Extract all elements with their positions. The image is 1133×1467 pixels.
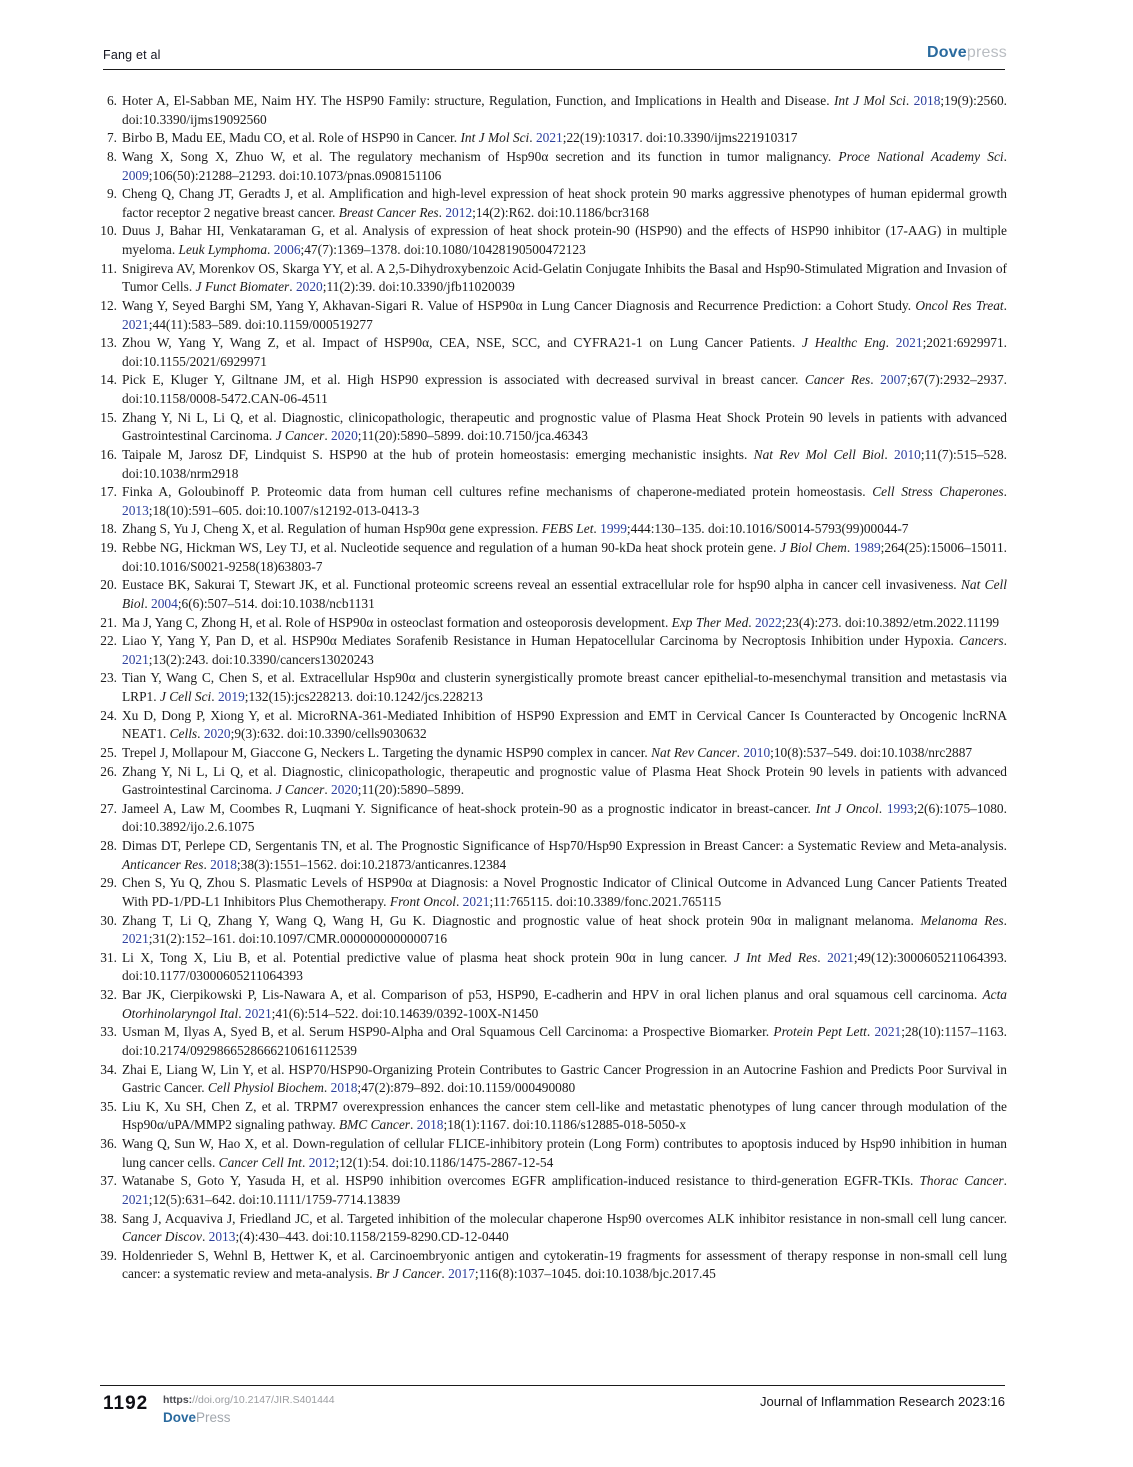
journal-name: Protein Pept Lett	[773, 1024, 867, 1040]
reference-text: Chen S, Yu Q, Zhou S. Plasmatic Levels of HSP90α at Diagnosis: a Novel Prognostic Indicator of Clinical Outcome in Advanced Lung Cancer Patients Treated With PD-1/PD-L1 Inhibitors Plus Chemotherapy.	[122, 875, 1007, 909]
reference-number: 9.	[106, 186, 117, 202]
reference-item	[100, 483, 1007, 520]
reference-item	[100, 520, 1007, 539]
year-link[interactable]: 2021	[462, 893, 490, 909]
reference-text: Zhai E, Liang W, Lin Y, et al. HSP70/HSP90-Organizing Protein Contributes to Gastric Cancer Progression in an Autocrine Fashion and Predicts Poor Survival in Gastric Cancer.	[122, 1061, 1007, 1096]
reference-text: Taipale M, Jarosz DF, Lindquist S. HSP90 at the hub of protein homeostasis: emerging mechanistic insights.	[122, 446, 754, 462]
reference-number: 25.	[100, 744, 117, 760]
year-link[interactable]: 2012	[308, 1154, 336, 1170]
reference-number: 14.	[100, 372, 117, 388]
reference-text: Zhang S, Yu J, Cheng X, et al. Regulation of human Hsp90α gene expression.	[122, 521, 542, 537]
year-link[interactable]: 2021	[535, 130, 563, 146]
reference-text: Trepel J, Mollapour M, Giaccone G, Neckers L. Targeting the dynamic HSP90 complex in cancer.	[122, 744, 652, 760]
reference-text: .	[885, 335, 896, 351]
dovepress-footer-logo	[163, 1410, 335, 1425]
reference-text: Wang Y, Seyed Barghi SM, Yang Y, Akhavan-Sigari R. Value of HSP90α in Lung Cancer Diagnosis and Recurrence Prediction: a Cohort Study.	[122, 297, 916, 313]
reference-text: Liu K, Xu SH, Chen Z, et al. TRPM7 overexpression enhances the cancer stem cell-like and metastatic phenotypes of lung cancer through modulation of the Hsp90α/uPA/MMP2 signaling pathway.	[122, 1098, 1007, 1133]
reference-text: ;12(1):54. doi:10.1186/1475-2867-12-54	[335, 1154, 554, 1170]
footer-divider	[100, 1385, 1005, 1386]
reference-number: 19.	[100, 540, 117, 555]
reference-number: 37.	[100, 1173, 117, 1189]
journal-name: J Cancer	[275, 782, 325, 798]
year-link[interactable]: 2020	[331, 428, 358, 444]
reference-text: .	[197, 726, 204, 742]
reference-item	[100, 222, 1007, 259]
journal-name: Acta Otorhinolaryngol Ital	[122, 987, 1007, 1021]
reference-text: Finka A, Goloubinoff P. Proteomic data from human cell cultures refine mechanisms of chaperone-mediated protein homeostasis.	[122, 484, 873, 500]
year-link[interactable]: 2010	[743, 744, 771, 760]
reference-number: 12.	[100, 297, 117, 313]
reference-text: ;106(50):21288–21293. doi:10.1073/pnas.0908151106	[148, 167, 442, 183]
reference-text: ;6(6):507–514. doi:10.1038/ncb1131	[177, 595, 375, 611]
year-link[interactable]: 2018	[330, 1080, 358, 1096]
journal-name: Nat Rev Cancer	[651, 744, 737, 760]
year-link[interactable]: 2006	[273, 242, 301, 257]
year-link[interactable]: 2021	[895, 335, 923, 351]
reference-number: 21.	[100, 614, 117, 630]
reference-text: .	[203, 856, 211, 872]
reference-text: Sang J, Acquaviva J, Friedland JC, et al. Targeted inhibition of the molecular chaperone Hsp90 overcomes ALK inhibitor resistance in non-small cell lung cancer.	[122, 1210, 1007, 1226]
reference-item	[100, 837, 1007, 874]
journal-name: Exp Ther Med	[671, 614, 749, 630]
reference-text: ;264(25):15006–15011. doi:10.1016/S0021-9258(18)63803-7	[122, 540, 1007, 574]
reference-item	[100, 409, 1007, 446]
references-list	[100, 92, 1008, 1284]
reference-number: 22.	[100, 633, 117, 649]
reference-text: ;31(2):152–161. doi:10.1097/CMR.0000000000000716	[148, 931, 448, 947]
reference-number: 13.	[100, 335, 117, 351]
reference-number: 38.	[100, 1210, 117, 1226]
reference-item	[100, 1247, 1007, 1284]
reference-text: Pick E, Kluger Y, Giltnane JM, et al. High HSP90 expression is associated with decreased survival in breast cancer.	[122, 372, 805, 388]
reference-number: 32.	[100, 987, 117, 1002]
reference-item	[100, 446, 1007, 483]
journal-name: Cancers	[959, 633, 1004, 649]
reference-number: 7.	[106, 130, 117, 146]
reference-text: ;18(10):591–605. doi:10.1007/s12192-013-0413-3	[148, 502, 420, 518]
reference-text: .	[410, 1117, 417, 1133]
year-link[interactable]: 2018	[210, 856, 237, 872]
page-number: 1192	[103, 1393, 149, 1414]
journal-name: Br J Cancer	[375, 1266, 442, 1282]
reference-item	[100, 763, 1007, 800]
reference-number: 33.	[100, 1024, 117, 1040]
reference-text: .	[211, 689, 218, 704]
reference-text: Zhou W, Yang Y, Wang Z, et al. Impact of HSP90α, CEA, NSE, SCC, and CYFRA21-1 on Lung Cancer Patients.	[122, 335, 803, 351]
year-link[interactable]: 2021	[874, 1024, 902, 1040]
dovepress-logo	[927, 44, 1007, 62]
reference-item	[100, 1172, 1007, 1209]
reference-number: 11.	[100, 260, 117, 276]
reference-item	[103, 148, 1007, 185]
reference-text: Watanabe S, Goto Y, Yasuda H, et al. HSP90 inhibition overcomes EGFR amplification-induced resistance to third-generation EGFR-TKIs.	[122, 1173, 920, 1189]
year-link[interactable]: 2018	[416, 1117, 444, 1133]
reference-number: 24.	[100, 707, 117, 723]
reference-number: 6.	[106, 93, 117, 108]
reference-text: ;11(2):39. doi:10.3390/jfb11020039	[322, 279, 515, 295]
year-link[interactable]: 2012	[445, 204, 473, 220]
dovepress-logo-bold: Dove	[926, 44, 967, 61]
reference-text: ;19(9):2560. doi:10.3390/ijms19092560	[122, 93, 1007, 127]
reference-item	[100, 912, 1007, 949]
journal-name: Cancer Cell Int	[218, 1154, 302, 1170]
reference-text: .	[1003, 484, 1007, 500]
reference-item	[100, 669, 1007, 706]
reference-text: ;2021:6929971. doi:10.1155/2021/6929971	[122, 335, 1007, 369]
reference-item	[100, 297, 1007, 334]
journal-name: Leuk Lymphoma	[178, 242, 268, 257]
reference-text: .	[438, 204, 446, 220]
reference-text: Zhang Y, Ni L, Li Q, et al. Diagnostic, clinicopathologic, therapeutic and prognostic value of Plasma Heat Shock Protein 90 levels in patients with advanced Gastrointestinal Carcinoma.	[122, 409, 1007, 444]
reference-number: 8.	[106, 148, 117, 164]
reference-text: .	[144, 595, 152, 611]
reference-text: Bar JK, Cierpikowski P, Lis-Nawara A, et al. Comparison of p53, HSP90, E-cadherin and HPV in oral lichen planus and oral squamous cell carcinoma.	[122, 987, 983, 1002]
reference-text: ;22(19):10317. doi:10.3390/ijms221910317	[562, 130, 798, 146]
reference-text: .	[593, 521, 601, 537]
reference-text: Hoter A, El-Sabban ME, Naim HY. The HSP90 Family: structure, Regulation, Function, and Implications in Health and Disease.	[122, 93, 834, 108]
year-link[interactable]: 2021	[122, 931, 149, 947]
reference-text: Holdenrieder S, Wehnl B, Hettwer K, et al. Carcinoembryonic antigen and cytokeratin-19 fragments for assessment of therapy response in non-small cell lung cancer: a systematic review and meta-analysis.	[122, 1247, 1007, 1282]
reference-text: .	[324, 782, 332, 798]
year-link[interactable]: 2020	[203, 726, 231, 742]
journal-name: J Biol Chem	[779, 540, 847, 555]
year-link[interactable]: 2021	[827, 949, 854, 965]
journal-name: Thorac Cancer	[919, 1173, 1004, 1189]
reference-item	[100, 986, 1007, 1023]
year-link[interactable]: 2020	[295, 279, 323, 295]
journal-name: Nat Cell Biol	[122, 577, 1007, 611]
reference-item	[100, 744, 1007, 763]
reference-number: 29.	[100, 875, 117, 891]
reference-text: Li X, Tong X, Liu B, et al. Potential predictive value of plasma heat shock protein 90α in lung cancer.	[122, 949, 734, 965]
reference-text: ;44(11):583–589. doi:10.1159/000519277	[148, 316, 373, 332]
reference-text: ;49(12):3000605211064393. doi:10.1177/03000605211064393	[122, 949, 1008, 984]
reference-item	[100, 1210, 1007, 1247]
journal-name: J Cell Sci	[159, 689, 212, 704]
reference-text: Tian Y, Wang C, Chen S, et al. Extracellular Hsp90α and clusterin synergistically promote breast cancer epithelial-to-mesenchymal transition and metastasis via LRP1.	[122, 670, 1007, 704]
dovepress-logo-light: press	[966, 44, 1007, 61]
reference-text: .	[1003, 148, 1007, 164]
reference-text: ;23(4):273. doi:10.3892/etm.2022.11199	[781, 614, 1000, 630]
reference-text: .	[878, 800, 887, 816]
year-link[interactable]: 2018	[913, 93, 941, 108]
reference-text: .	[884, 446, 895, 462]
year-link[interactable]: 2017	[448, 1266, 475, 1282]
reference-item	[100, 334, 1007, 371]
journal-name: Nat Rev Mol Cell Biol	[753, 446, 885, 462]
journal-name: Front Oncol	[389, 893, 456, 909]
reference-text: ;444:130–135. doi:10.1016/S0014-5793(99)00044-7	[626, 521, 909, 537]
reference-text: Cheng Q, Chang JT, Geradts J, et al. Amplification and high-level expression of heat shock protein 90 marks aggressive phenotypes of human epidermal growth factor receptor 2 negative breast cancer.	[122, 186, 1007, 220]
reference-number: 31.	[100, 949, 117, 965]
reference-number: 15.	[100, 409, 117, 425]
year-link[interactable]: 1989	[853, 540, 881, 555]
year-link[interactable]: 2020	[331, 782, 358, 798]
reference-text: .	[817, 949, 828, 965]
journal-name: Cells	[169, 726, 198, 742]
year-link[interactable]: 1999	[600, 521, 627, 537]
reference-text: .	[455, 893, 463, 909]
journal-name: Cell Stress Chaperones	[872, 484, 1004, 500]
reference-text: Eustace BK, Sakurai T, Stewart JK, et al. Functional proteomic screens reveal an essential extracellular role for hsp90 alpha in cancer cell invasiveness.	[122, 577, 961, 593]
year-link[interactable]: 2007	[880, 372, 907, 388]
reference-text: Usman M, Ilyas A, Syed B, et al. Serum HSP90-Alpha and Oral Squamous Cell Carcinoma: a Prospective Biomarker.	[122, 1024, 774, 1040]
reference-text: ;11(7):515–528. doi:10.1038/nrm2918	[122, 446, 1007, 481]
reference-number: 34.	[100, 1061, 117, 1077]
reference-text: .	[267, 242, 274, 257]
reference-text: .	[846, 540, 854, 555]
reference-text: Xu D, Dong P, Xiong Y, et al. MicroRNA-361-Mediated Inhibition of HSP90 Expression and EMT in Cervical Cancer Is Counteracted by Oncogenic lncRNA NEAT1.	[122, 707, 1007, 742]
reference-number: 18.	[100, 521, 117, 537]
year-link[interactable]: 1993	[886, 800, 914, 816]
reference-item	[100, 1023, 1008, 1060]
reference-text: ;67(7):2932–2937. doi:10.1158/0008-5472.CAN-06-4511	[122, 372, 1008, 406]
reference-text: ;18(1):1167. doi:10.1186/s12885-018-5050-x	[443, 1117, 687, 1133]
page-header	[103, 44, 1007, 62]
year-link[interactable]: 2004	[151, 595, 178, 611]
reference-item	[100, 632, 1007, 669]
journal-name: Anticancer Res	[122, 856, 204, 872]
dovepress-footer-light: Press	[196, 1410, 231, 1425]
running-head: Fang et al	[103, 48, 161, 62]
journal-name: Cell Physiol Biochem	[207, 1080, 324, 1096]
reference-number: 28.	[100, 838, 117, 853]
reference-text: .	[1003, 1173, 1007, 1189]
reference-number: 20.	[100, 577, 117, 593]
journal-name: Int J Oncol	[815, 800, 879, 816]
reference-text: Wang X, Song X, Zhuo W, et al. The regulatory mechanism of Hsp90α secretion and its function in tumor malignancy.	[122, 148, 839, 164]
reference-item	[100, 371, 1008, 408]
reference-text: ;11(20):5890–5899.	[357, 782, 465, 798]
journal-name: Proce National Academy Sci	[838, 148, 1004, 164]
reference-text: .	[736, 744, 744, 760]
reference-item	[100, 260, 1007, 297]
year-link[interactable]: 2021	[244, 1005, 272, 1021]
reference-item	[100, 576, 1007, 613]
reference-number: 17.	[100, 484, 117, 500]
reference-number: 23.	[100, 670, 117, 686]
journal-name: J Cancer	[275, 428, 325, 444]
journal-name: Int J Mol Sci	[460, 130, 530, 146]
year-link[interactable]: 2021	[122, 651, 149, 667]
reference-text: ;47(7):1369–1378. doi:10.1080/10428190500472123	[300, 242, 586, 257]
reference-text: .	[289, 279, 296, 295]
header-divider	[103, 69, 1005, 70]
journal-name: J Int Med Res	[733, 949, 818, 965]
journal-name: J Funct Biomater	[195, 279, 290, 295]
reference-text: ;12(5):631–642. doi:10.1111/1759-7714.13839	[148, 1191, 401, 1207]
year-link[interactable]: 2013	[208, 1229, 236, 1245]
reference-number: 30.	[100, 912, 117, 928]
reference-item	[103, 92, 1007, 129]
reference-item	[100, 800, 1007, 837]
reference-text: Ma J, Yang C, Zhong H, et al. Role of HSP90α in osteoclast formation and osteoporosis development.	[122, 614, 672, 630]
reference-text: .	[1003, 297, 1007, 313]
journal-name: Melanoma Res	[920, 912, 1004, 928]
journal-name: Oncol Res Treat	[915, 297, 1004, 313]
reference-text: ;47(2):879–892. doi:10.1159/000490080	[357, 1080, 576, 1096]
reference-text: ;38(3):1551–1562. doi:10.21873/anticanres.12384	[236, 856, 507, 872]
reference-text: .	[905, 93, 914, 108]
reference-text: .	[324, 428, 332, 444]
reference-text: ;41(6):514–522. doi:10.14639/0392-100X-N1450	[271, 1005, 539, 1021]
year-link[interactable]: 2013	[122, 502, 149, 518]
reference-text: Wang Q, Sun W, Hao X, et al. Down-regulation of cellular FLICE-inhibitory protein (Long Form) contributes to apoptosis induced by Hsp90 inhibition in human lung cancer cells.	[122, 1136, 1007, 1170]
reference-text: .	[1003, 633, 1007, 649]
reference-item	[103, 185, 1007, 222]
reference-number: 36.	[100, 1136, 117, 1151]
year-link[interactable]: 2010	[894, 446, 921, 462]
journal-name: J Healthc Eng	[802, 335, 886, 351]
reference-text: ;132(15):jcs228213. doi:10.1242/jcs.228213	[244, 689, 483, 704]
reference-text: ;9(3):632. doi:10.3390/cells9030632	[230, 726, 427, 742]
reference-text: Snigireva AV, Morenkov OS, Skarga YY, et al. A 2,5-Dihydroxybenzoic Acid-Gelatin Conjugate Inhibits the Basal and Hsp90-Stimulated Migration and Invasion of Tumor Cells.	[122, 260, 1007, 295]
reference-text: ;10(8):537–549. doi:10.1038/nrc2887	[770, 744, 973, 760]
reference-text: Duus J, Bahar HI, Venkataraman G, et al. Analysis of expression of heat shock protein-90 (HSP90) and the effects of HSP90 inhibitor (17-AAG) in multiple myeloma.	[122, 223, 1007, 257]
reference-text: Jameel A, Law M, Coombes R, Luqmani Y. Significance of heat-shock protein-90 as a prognostic indicator in breast-cancer.	[122, 800, 816, 816]
reference-text: ;14(2):R62. doi:10.1186/bcr3168	[472, 204, 650, 220]
reference-text: .	[866, 1024, 875, 1040]
journal-name: FEBS Let	[541, 521, 594, 537]
reference-text: .	[870, 372, 881, 388]
journal-citation: Journal of Inflammation Research 2023:16	[760, 1394, 1005, 1409]
reference-text: Rebbe NG, Hickman WS, Ley TJ, et al. Nucleotide sequence and regulation of a human 90-kDa heat shock protein gene.	[122, 540, 780, 555]
reference-text: Birbo B, Madu EE, Madu CO, et al. Role of HSP90 in Cancer.	[122, 130, 461, 146]
reference-item	[100, 1098, 1007, 1135]
year-link[interactable]: 2021	[122, 316, 149, 332]
journal-name: BMC Cancer	[338, 1117, 410, 1133]
reference-text: .	[323, 1080, 331, 1096]
reference-number: 39.	[100, 1247, 117, 1263]
reference-item	[100, 1135, 1007, 1172]
reference-item	[100, 614, 1007, 633]
reference-text: .	[748, 614, 755, 630]
reference-text: ;28(10):1157–1163. doi:10.2174/0929866528666210616112539	[122, 1024, 1008, 1058]
reference-number: 10.	[100, 223, 117, 239]
year-link[interactable]: 2009	[122, 167, 149, 183]
reference-number: 26.	[100, 763, 117, 779]
doi-block	[163, 1394, 335, 1425]
reference-text: .	[529, 130, 536, 146]
journal-name: Cancer Discov	[122, 1229, 202, 1245]
reference-text: .	[441, 1266, 449, 1282]
year-link[interactable]: 2021	[122, 1191, 149, 1207]
journal-name: Int J Mol Sci	[833, 93, 906, 108]
year-link[interactable]: 2022	[754, 614, 782, 630]
reference-item	[100, 1061, 1007, 1098]
reference-item	[100, 874, 1007, 911]
reference-text: .	[1003, 912, 1007, 928]
reference-text: Dimas DT, Perlepe CD, Sergentanis TN, et al. The Prognostic Significance of Hsp70/Hsp90 Expression in Breast Cancer: a Systematic Review and Meta-analysis.	[122, 838, 1007, 853]
doi-path: //doi.org/10.2147/JIR.S401444	[192, 1394, 335, 1406]
reference-text: ;11:765115. doi:10.3389/fonc.2021.765115	[489, 893, 722, 909]
journal-name: Cancer Res	[804, 372, 871, 388]
doi-scheme: https:	[163, 1394, 193, 1406]
year-link[interactable]: 2019	[217, 689, 245, 704]
reference-item	[100, 539, 1007, 576]
dovepress-footer-bold: Dove	[163, 1410, 197, 1425]
reference-number: 16.	[100, 446, 117, 462]
reference-number: 27.	[100, 800, 117, 816]
reference-text: .	[238, 1005, 245, 1021]
reference-text: Liao Y, Yang Y, Pan D, et al. HSP90α Mediates Sorafenib Resistance in Human Hepatocellular Carcinoma by Necroptosis Inhibition under Hypoxia.	[122, 633, 959, 649]
reference-text: .	[301, 1154, 309, 1170]
reference-item	[103, 129, 1007, 148]
reference-text: ;(4):430–443. doi:10.1158/2159-8290.CD-12-0440	[235, 1229, 509, 1245]
reference-item	[100, 949, 1008, 986]
reference-text: ;116(8):1037–1045. doi:10.1038/bjc.2017.45	[474, 1266, 716, 1282]
doi-link[interactable]	[163, 1394, 335, 1406]
reference-text: ;13(2):243. doi:10.3390/cancers13020243	[148, 651, 374, 667]
reference-text: Zhang Y, Ni L, Li Q, et al. Diagnostic, clinicopathologic, therapeutic and prognostic value of Plasma Heat Shock Protein 90 levels in patients with advanced Gastrointestinal Carcinoma.	[122, 763, 1007, 798]
reference-text: Zhang T, Li Q, Zhang Y, Wang Q, Wang H, Gu K. Diagnostic and prognostic value of heat shock protein 90α in malignant melanoma.	[122, 912, 921, 928]
journal-name: Breast Cancer Res	[338, 204, 439, 220]
reference-text: ;11(20):5890–5899. doi:10.7150/jca.46343	[357, 428, 588, 444]
reference-text: ;2(6):1075–1080. doi:10.3892/ijo.2.6.1075	[122, 800, 1007, 835]
reference-text: .	[201, 1229, 209, 1245]
reference-item	[100, 707, 1007, 744]
reference-number: 35.	[100, 1098, 117, 1114]
